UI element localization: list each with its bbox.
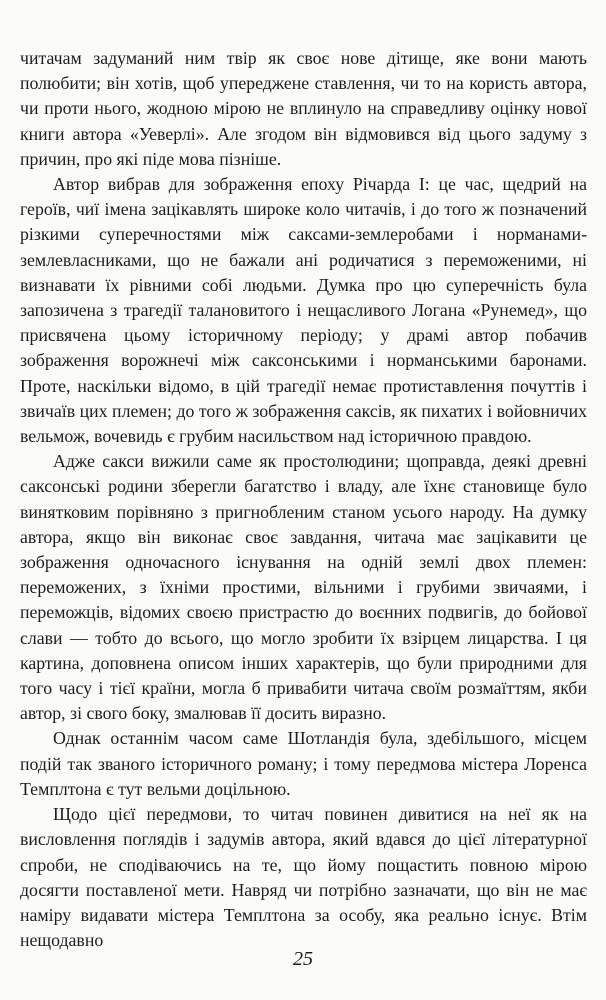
page-number: 25 [293, 948, 313, 970]
paragraph: Автор вибрав для зображення епоху Річарда І: це час, щедрий на героїв, чиї імена зацікавлять широке коло читачів, і до того ж позначений різкими суперечностями між саксами-землеробами і норманами-землевласниками, що не бажали ані родичатися з переможеними, ні визнавати їх рівними собі людьми. Думка про цю суперечність була запозичена з трагедії талановитого і нещасливого Логана «Рунемед», що присвячена цьому історичному періоду; у драмі автор побачив зображення ворожнечі між саксонськими і норманськими баронами. Проте, наскільки відомо, в цій трагедії немає протиставлення почуттів і звичаїв цих племен; до того ж зображення саксів, як пихатих і войовничих вельмож, вочевидь є грубим насильством над історичною правдою. [20, 174, 587, 447]
body-text [20, 46, 587, 953]
paragraph: Однак останнім часом саме Шотландія була, здебільшого, місцем подій так званого історичного роману; і тому передмова містера Лоренса Темплтона є тут вельми доцільною. [20, 728, 587, 799]
paragraph: читачам задуманий ним твір як своє нове дітище, яке вони мають полюбити; він хотів, щоб упереджене ставлення, чи то на користь автора, чи проти нього, жодною мірою не вплинуло на справедливу оцінку нової книги автора «Уеверлі». Але згодом він відмовився від цього задуму з причин, про які піде мова пізніше. [20, 48, 587, 169]
paragraph: Щодо цієї передмови, то читач повинен дивитися на неї як на висловлення поглядів і задумів автора, який вдався до цієї літературної спроби, не сподіваючись на те, що йому пощастить повною мірою досягти поставленої мети. Навряд чи потрібно зазначати, що він не має наміру видавати містера Темплтона за особу, яка реально існує. Втім нещодавно [20, 804, 587, 951]
paragraph: Адже сакси вижили саме як простолюдини; щоправда, деякі древні саксонські родини зберегли багатство і владу, але їхнє становище було винятковим порівняно з пригнобленим станом усього народу. На думку автора, якщо він виконає своє завдання, читача має зацікавити це зображення одночасного існування на одній землі двох племен: переможених, з їхніми простими, вільними і грубими звичаями, і переможців, відомих своєю пристрастю до воєнних подвигів, до бойової слави — тобто до всього, що могло зробити їх взірцем лицарства. І ця картина, доповнена описом інших характерів, що були природними для того часу і тієї країни, могла б привабити читача своїм розмаїттям, якби автор, зі свого боку, змалював її досить виразно. [20, 451, 587, 724]
